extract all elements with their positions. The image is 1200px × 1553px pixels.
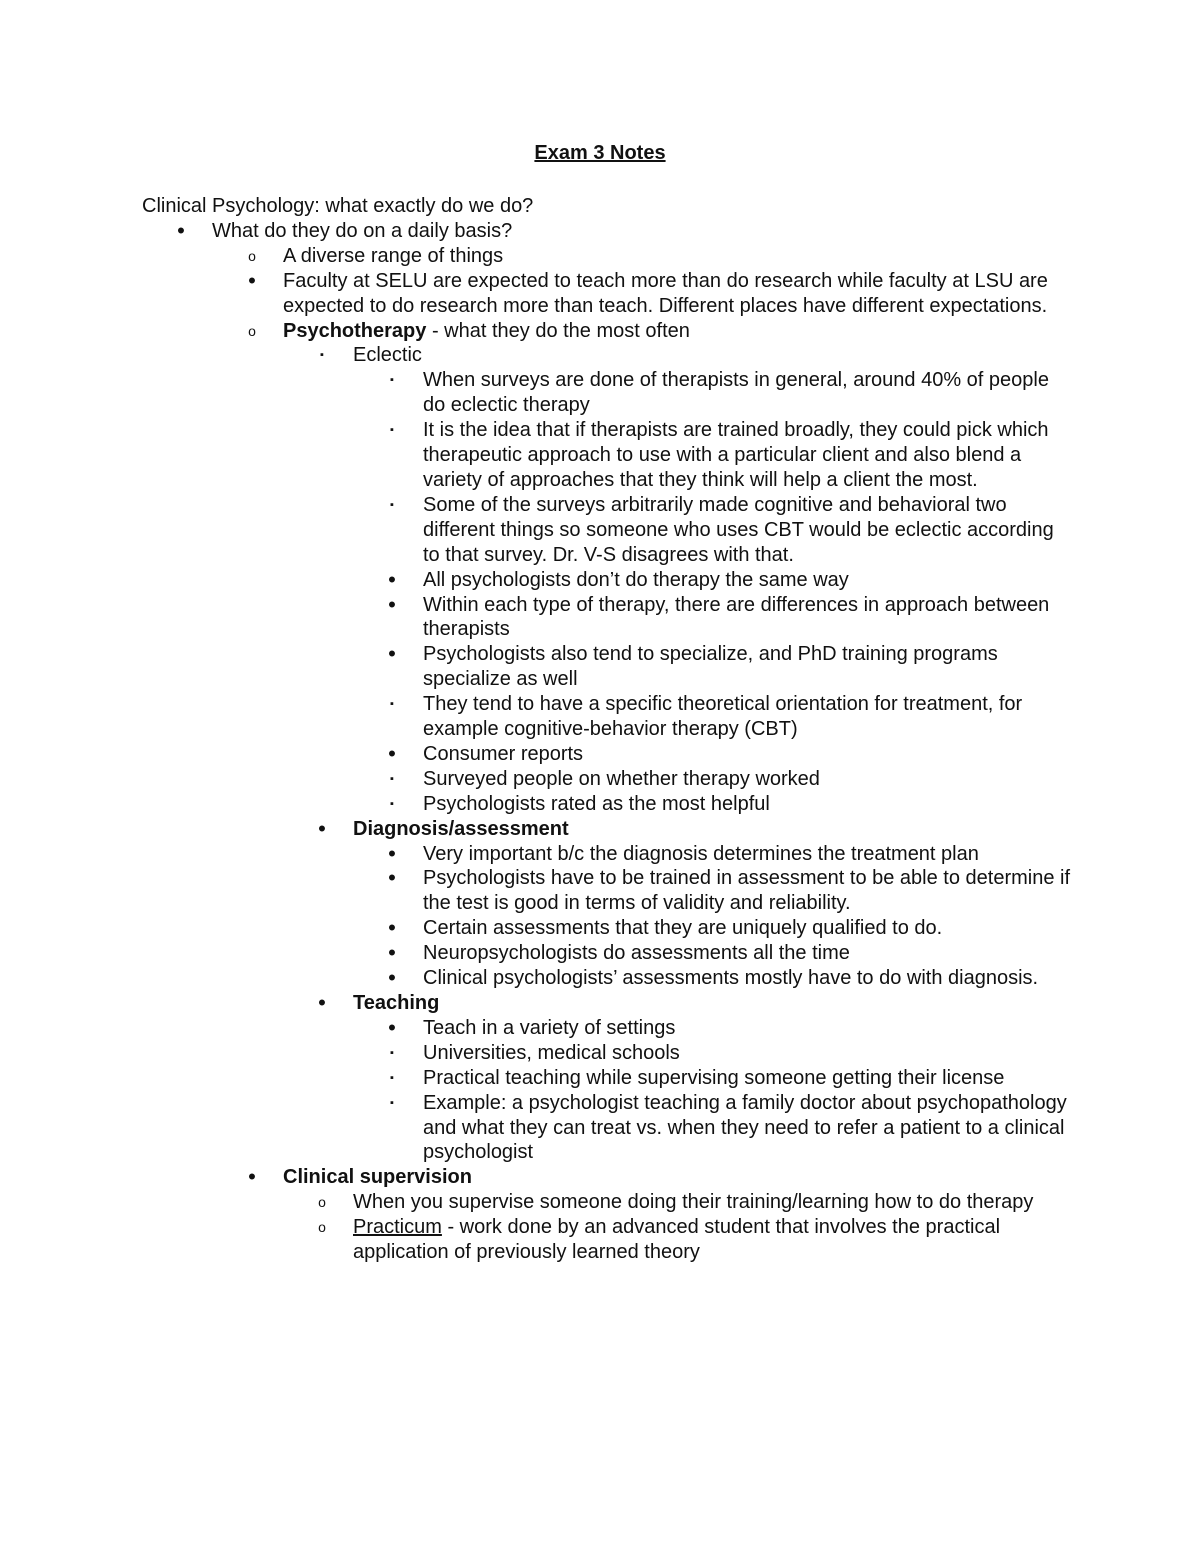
list-item (142, 1016, 1072, 1041)
list-item (142, 568, 1072, 593)
bullet-marker: • (388, 1014, 396, 1040)
list-item-text: When you supervise someone doing their training/learning how to do therapy (353, 1191, 1034, 1214)
list-item (142, 792, 1072, 817)
list-item-text: Neuropsychologists do assessments all the time (423, 942, 850, 965)
list-item (142, 244, 1072, 269)
list-item-text: Psychologists rated as the most helpful (423, 792, 770, 815)
list-item (142, 418, 1072, 493)
list-item (142, 1215, 1072, 1265)
bullet-marker: • (248, 1164, 256, 1190)
bullet-marker: • (388, 641, 396, 667)
list-item-text: What do they do on a daily basis? (212, 219, 513, 242)
list-item-text: It is the idea that if therapists are trained broadly, they could pick which therapeutic approach to use with a particular client and also blend a variety of approaches that they think will help a client the most. (423, 419, 1049, 491)
list-item-text: Consumer reports (423, 742, 584, 765)
circle-marker: o (318, 1194, 326, 1211)
square-marker: ▪ (390, 1071, 394, 1084)
circle-marker: o (318, 1219, 326, 1236)
term-underlined: Practicum (353, 1216, 442, 1239)
bullet-marker: • (388, 566, 396, 592)
list-item-text: They tend to have a specific theoretical orientation for treatment, for example cognitive-behavior therapy (CBT) (423, 693, 1023, 741)
bullet-marker: • (388, 940, 396, 966)
list-item (142, 692, 1072, 742)
notes-body (142, 194, 1072, 1265)
topic-label: Clinical supervision (283, 1166, 472, 1189)
list-item (142, 1091, 1072, 1166)
list-item (142, 642, 1072, 692)
list-item (142, 767, 1072, 792)
list-item (142, 1165, 1072, 1190)
section-heading: Clinical Psychology: what exactly do we do? (142, 195, 534, 217)
list-item (142, 219, 1072, 244)
bullet-marker: • (388, 865, 396, 891)
list-item-text: When surveys are done of therapists in general, around 40% of people do eclectic therapy (423, 369, 1049, 417)
square-marker: ▪ (390, 1046, 394, 1059)
topic-label: Teaching (353, 992, 440, 1014)
bullet-marker: • (388, 965, 396, 991)
topic-label: Diagnosis/assessment (353, 817, 569, 840)
square-marker: ▪ (390, 1096, 394, 1109)
list-item-text: All psychologists don’t do therapy the same way (423, 568, 849, 591)
list-item (142, 368, 1072, 418)
list-item (142, 817, 1072, 842)
list-item-text: A diverse range of things (283, 244, 504, 267)
list-item-text: Faculty at SELU are expected to teach more than do research while faculty at LSU are expected to do research more than teach. Different places have different expectations. (283, 269, 1048, 317)
bullet-marker: • (318, 990, 326, 1015)
bullet-marker: • (318, 815, 326, 841)
bullet-marker: • (177, 217, 185, 243)
list-item-text: Surveyed people on whether therapy worked (423, 767, 820, 790)
bullet-marker: • (388, 591, 396, 617)
list-item-text: Practical teaching while supervising someone getting their license (423, 1066, 1005, 1089)
list-item-text: Eclectic (353, 344, 422, 367)
list-item (142, 842, 1072, 867)
list-item-text: Example: a psychologist teaching a family doctor about psychopathology and what they can treat vs. when they need to refer a patient to a clinical psychologist (423, 1091, 1067, 1164)
topic-description: - what they do the most often (426, 319, 690, 342)
list-item (142, 493, 1072, 568)
term-definition: - work done by an advanced student that involves the practical application of previously learned theory (353, 1216, 1001, 1264)
list-item (142, 1066, 1072, 1091)
list-item-text: Very important b/c the diagnosis determines the treatment plan (423, 842, 979, 865)
list-item (142, 916, 1072, 941)
topic-label: Psychotherapy (283, 319, 427, 342)
list-item (142, 1190, 1072, 1215)
list-item-text: Psychologists also tend to specialize, and PhD training programs specialize as well (423, 643, 998, 691)
bullet-marker: • (248, 267, 256, 293)
list-item-text (283, 319, 1072, 344)
document-title: Exam 3 Notes (534, 142, 666, 164)
list-item (142, 1041, 1072, 1066)
list-item (142, 593, 1072, 643)
list-item-text: Psychologists have to be trained in assessment to be able to determine if the test is good in terms of validity and reliability. (423, 867, 1071, 915)
list-item (142, 866, 1072, 916)
square-marker: ▪ (390, 424, 394, 437)
list-item (142, 742, 1072, 767)
list-item-text: Some of the surveys arbitrarily made cognitive and behavioral two different things so someone who uses CBT would be eclectic according to that survey. Dr. V-S disagrees with that. (423, 493, 1054, 566)
list-item (142, 319, 1072, 344)
list-item-text: Certain assessments that they are uniquely qualified to do. (423, 917, 943, 940)
bullet-marker: • (388, 915, 396, 941)
list-item-text: Teach in a variety of settings (423, 1016, 676, 1039)
list-item-text: Clinical psychologists’ assessments mostly have to do with diagnosis. (423, 967, 1039, 990)
list-item (142, 941, 1072, 966)
circle-marker: o (248, 322, 256, 339)
bullet-marker: • (388, 840, 396, 866)
list-item (142, 966, 1072, 991)
circle-marker: o (248, 247, 256, 264)
square-marker: ▪ (320, 349, 324, 362)
list-item (142, 269, 1072, 319)
list-item-text: Within each type of therapy, there are differences in approach between therapists (423, 593, 1050, 641)
list-item-text (353, 1215, 1072, 1265)
bullet-marker: • (388, 740, 396, 766)
square-marker: ▪ (390, 498, 394, 511)
square-marker: ▪ (390, 374, 394, 387)
square-marker: ▪ (390, 772, 394, 785)
square-marker: ▪ (390, 797, 394, 810)
list-item (142, 991, 1072, 1016)
list-item (142, 343, 1072, 368)
square-marker: ▪ (390, 698, 394, 711)
list-item-text: Universities, medical schools (423, 1041, 680, 1064)
